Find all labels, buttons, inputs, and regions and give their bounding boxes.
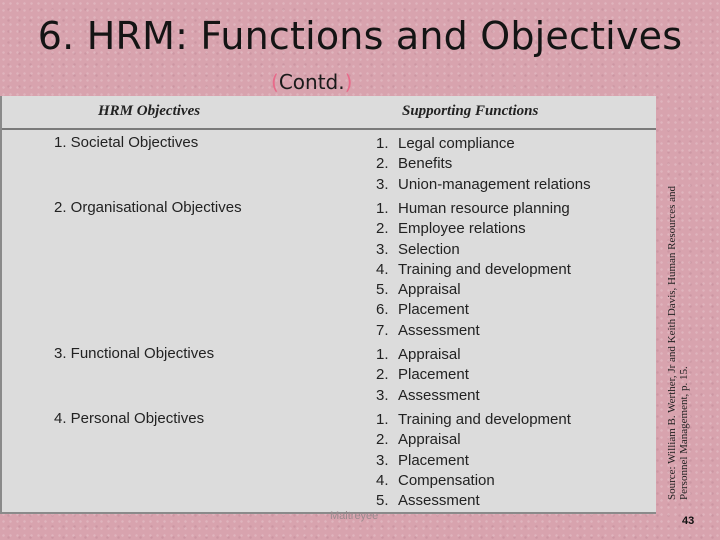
function-item: 2. Employee relations [376, 220, 526, 238]
header-supporting-functions: Supporting Functions [402, 103, 539, 119]
function-item: 1. Legal compliance [376, 135, 515, 152]
source-citation [666, 140, 690, 500]
function-item: 7. Assessment [376, 321, 480, 339]
function-item: 3. Placement [376, 451, 469, 469]
function-item: 2. Placement [376, 366, 469, 384]
footer-author: Maitreyee [330, 510, 379, 522]
function-item: 3. Assessment [376, 386, 480, 404]
function-item: 1. Training and development [376, 411, 571, 428]
source-line-2: Personnel Management, p. 15. [678, 366, 690, 500]
function-item: 3. Selection [376, 240, 460, 258]
table-header [2, 96, 656, 130]
function-item: 5. Appraisal [376, 281, 461, 299]
source-citation-text [666, 140, 690, 500]
objectives-table [0, 96, 656, 514]
function-item: 1. Appraisal [376, 346, 461, 363]
function-item: 5. Assessment [376, 492, 480, 510]
objective-label: 1. Societal Objectives [54, 134, 199, 151]
function-item: 1. Human resource planning [376, 200, 570, 217]
objective-label: 2. Organisational Objectives [54, 199, 242, 216]
subtitle-text: Contd. [278, 70, 345, 94]
slide-subtitle [271, 70, 352, 94]
function-item: 4. Training and development [376, 260, 571, 278]
function-item: 3. Union-management relations [376, 175, 591, 193]
source-line-1: Source: William B. Werther, Jr and Keith Davis, Human Resources and [666, 185, 678, 500]
subtitle-close-paren: ) [344, 70, 353, 94]
function-item: 6. Placement [376, 301, 469, 319]
function-list [376, 134, 591, 195]
function-item: 2. Appraisal [376, 431, 461, 449]
page-number: 43 [682, 515, 695, 527]
header-hrm-objectives: HRM Objectives [98, 103, 201, 119]
function-item: 4. Compensation [376, 471, 495, 489]
subtitle-open-paren: ( [271, 70, 279, 94]
function-list [376, 410, 571, 511]
slide-title: 6. HRM: Functions and Objectives [37, 14, 683, 58]
function-list [376, 345, 480, 406]
function-item: 2. Benefits [376, 155, 453, 173]
function-list [376, 199, 571, 341]
objective-label: 4. Personal Objectives [54, 410, 205, 427]
objective-label: 3. Functional Objectives [54, 345, 215, 362]
